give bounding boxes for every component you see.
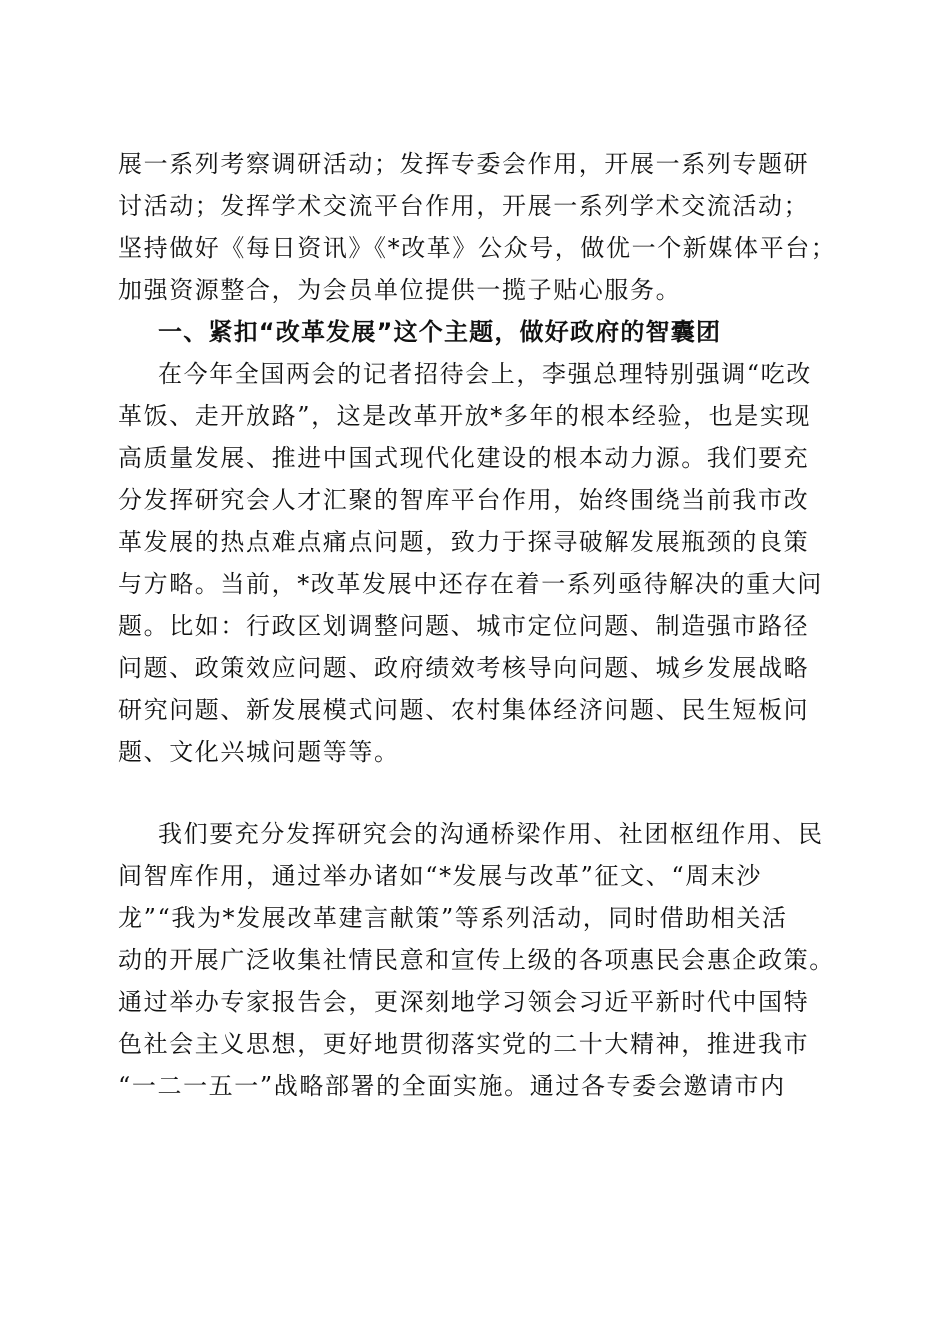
- intro-line-3: 坚持做好《每日资讯》《*改革》公众号，做优一个新媒体平台；: [118, 234, 837, 262]
- paragraph2-line-2: 间智库作用，通过举办诸如“*发展与改革”征文、“周末沙: [118, 862, 763, 890]
- intro-line-2: 讨活动；发挥学术交流平台作用，开展一系列学术交流活动；: [118, 192, 810, 220]
- paragraph1-line-9: 研究问题、新发展模式问题、农村集体经济问题、民生短板问: [118, 696, 810, 724]
- section-heading: 一、紧扣“改革发展”这个主题，做好政府的智囊团: [158, 318, 722, 346]
- paragraph2-line-3: 龙”“我为*发展改革建言献策”等系列活动，同时借助相关活: [118, 904, 788, 932]
- paragraph2-line-7: “一二一五一”战略部署的全面实施。通过各专委会邀请市内: [118, 1072, 786, 1100]
- paragraph1-line-3: 高质量发展、推进中国式现代化建设的根本动力源。我们要充: [118, 444, 810, 472]
- paragraph1-line-5: 革发展的热点难点痛点问题，致力于探寻破解发展瓶颈的良策: [118, 528, 810, 556]
- paragraph1-line-2: 革饭、走开放路”，这是改革开放*多年的根本经验，也是实现: [118, 402, 812, 430]
- paragraph2-line-6: 色社会主义思想，更好地贯彻落实党的二十大精神，推进我市: [118, 1030, 810, 1058]
- paragraph1-line-6: 与方略。当前，*改革发展中还存在着一系列亟待解决的重大问: [118, 570, 823, 598]
- paragraph1-line-7: 题。比如：行政区划调整问题、城市定位问题、制造强市路径: [118, 612, 810, 640]
- paragraph1-line-4: 分发挥研究会人才汇聚的智库平台作用，始终围绕当前我市改: [118, 486, 810, 514]
- intro-line-4: 加强资源整合，为会员单位提供一揽子贴心服务。: [118, 276, 682, 304]
- paragraph1-line-10: 题、文化兴城问题等等。: [118, 738, 400, 766]
- paragraph1-line-1: 在今年全国两会的记者招待会上，李强总理特别强调“吃改: [158, 360, 812, 388]
- intro-line-1: 展一系列考察调研活动；发挥专委会作用，开展一系列专题研: [118, 150, 810, 178]
- paragraph2-line-4: 动的开展广泛收集社情民意和宣传上级的各项惠民会惠企政策。: [118, 946, 835, 974]
- paragraph1-line-8: 问题、政策效应问题、政府绩效考核导向问题、城乡发展战略: [118, 654, 810, 682]
- paragraph2-line-1: 我们要充分发挥研究会的沟通桥梁作用、社团枢纽作用、民: [158, 820, 824, 848]
- paragraph2-line-5: 通过举办专家报告会，更深刻地学习领会习近平新时代中国特: [118, 988, 810, 1016]
